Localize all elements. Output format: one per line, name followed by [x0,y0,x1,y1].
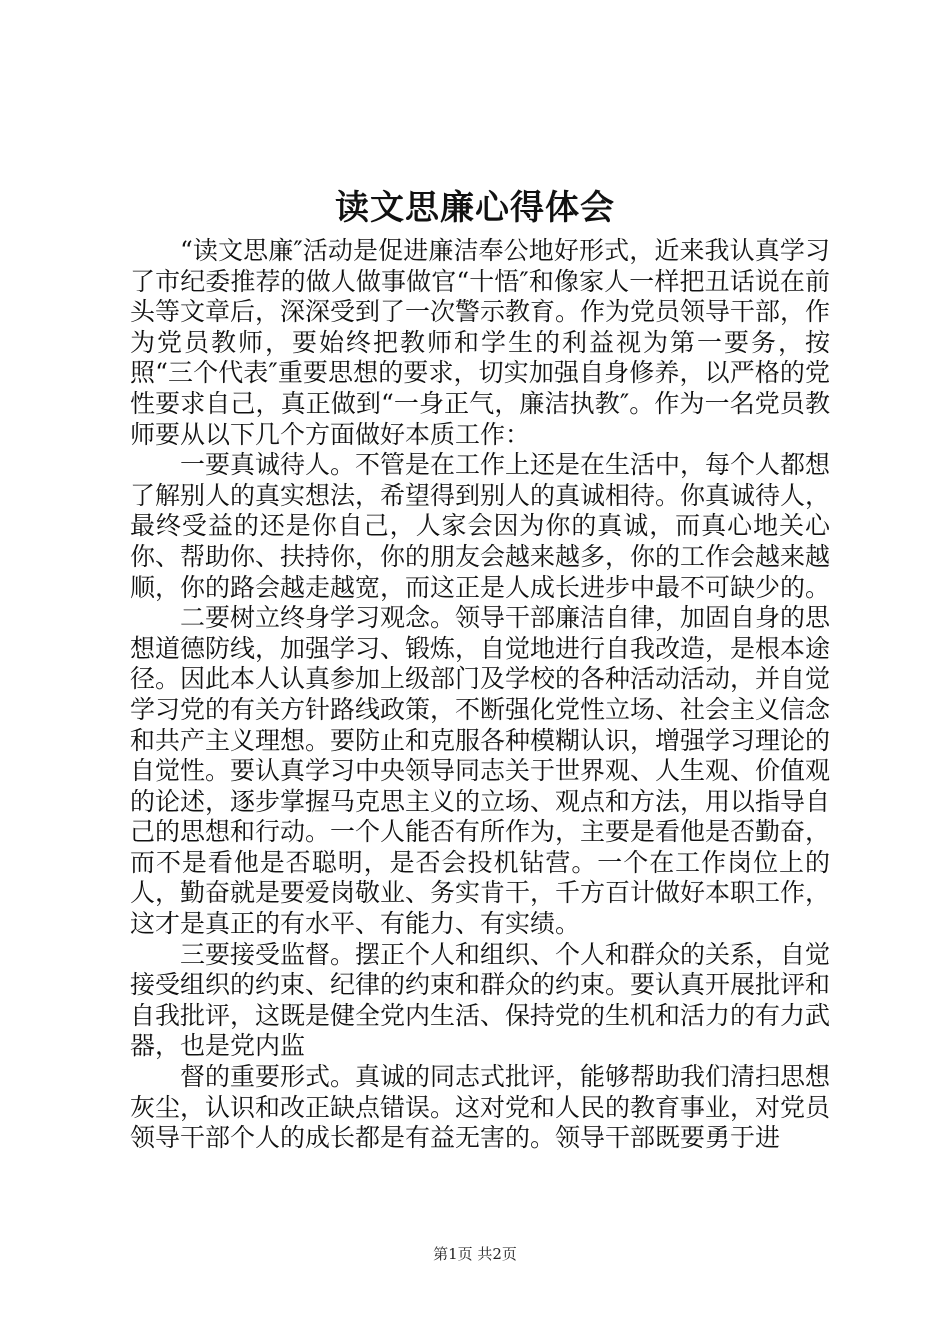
page-number-footer: 第1页 共2页 [433,1245,517,1263]
document-title: 读文思廉心得体会 [335,188,615,228]
document-body [130,236,830,1154]
paragraph-supervision-continued: 督的重要形式。真诚的同志式批评，能够帮助我们清扫思想灰尘，认识和改正缺点错误。这对党和人民的教育事业，对党员领导干部个人的成长都是有益无害的。领导干部既要勇于进 [130,1062,831,1153]
paragraph-sincerity: 一要真诚待人。不管是在工作上还是在生活中，每个人都想了解别人的真实想法，希望得到别人的真诚相待。你真诚待人，最终受益的还是你自己，人家会因为你的真诚，而真心地关心你、帮助你、扶持你，你的朋友会越来越多，你的工作会越来越顺，你的路会越走越宽，而这正是人成长进步中最不可缺少的。 [130,450,831,602]
paragraph-supervision: 三要接受监督。摆正个人和组织、个人和群众的关系，自觉接受组织的约束、纪律的约束和群众的约束。要认真开展批评和自我批评，这既是健全党内生活、保持党的生机和活力的有力武器，也是党内监 [130,939,831,1061]
paragraph-intro: “读文思廉″活动是促进廉洁奉公地好形式，近来我认真学习了市纪委推荐的做人做事做官“十悟″和像家人一样把丑话说在前头等文章后，深深受到了一次警示教育。作为党员领导干部，作为党员教师，要始终把教师和学生的利益视为第一要务，按照“三个代表″重要思想的要求，切实加强自身修养，以严格的党性要求自己，真正做到“一身正气，廉洁执教″。作为一名党员教师要从以下几个方面做好本质工作： [130,236,831,449]
paragraph-lifelong-learning: 二要树立终身学习观念。领导干部廉洁自律，加固自身的思想道德防线，加强学习、锻炼，自觉地进行自我改造，是根本途径。因此本人认真参加上级部门及学校的各种活动活动，并自觉学习党的有关方针路线政策，不断强化党性立场、社会主义信念和共产主义理想。要防止和克服各种模糊认识，增强学习理论的自觉性。要认真学习中央领导同志关于世界观、人生观、价值观的论述，逐步掌握马克思主义的立场、观点和方法，用以指导自己的思想和行动。一个人能否有所作为，主要是看他是否勤奋，而不是看他是否聪明，是否会投机钻营。一个在工作岗位上的人，勤奋就是要爱岗敬业、务实肯干，千方百计做好本职工作，这才是真正的有水平、有能力、有实绩。 [130,603,831,939]
